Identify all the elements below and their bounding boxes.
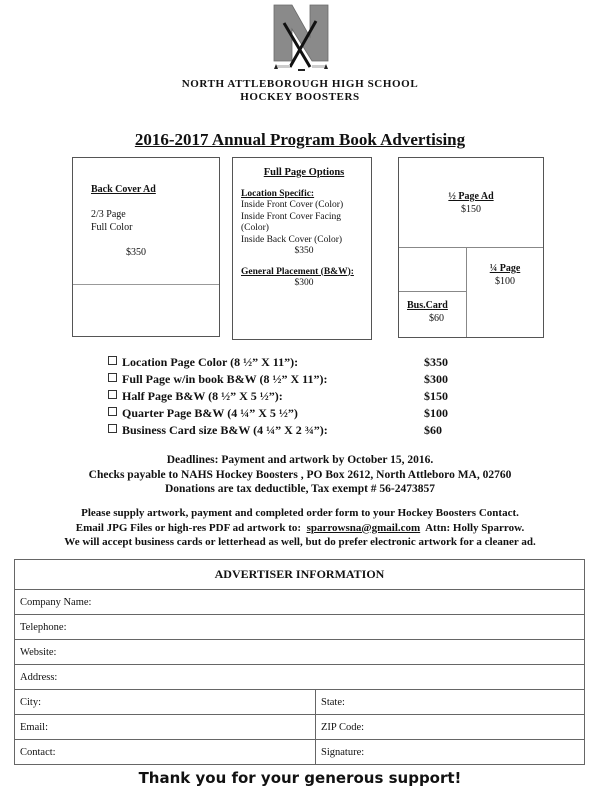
general-placement-heading: General Placement (B&W): [241,266,354,277]
price-value: $150 [424,389,448,403]
submission-info [0,506,600,550]
signature-field[interactable]: Signature: [316,740,585,765]
checkbox[interactable] [108,356,117,365]
layout-divider [399,247,543,248]
state-field[interactable]: State: [316,690,585,715]
city-field[interactable]: City: [15,690,316,715]
zip-code-field[interactable]: ZIP Code: [316,715,585,740]
location-specific-heading: Location Specific: [241,188,315,199]
layout-divider [466,247,467,337]
address-field[interactable]: Address: [15,665,585,690]
half-page-price: $150 [461,204,481,215]
layout-divider [399,291,466,292]
email-prefix: Email JPG Files or high-res PDF ad artwork to: [75,521,307,534]
page-title: 2016-2017 Annual Program Book Advertising [134,130,466,149]
school-name-line2: HOCKEY BOOSTERS [240,91,360,103]
price-row [108,405,488,422]
back-cover-size: 2/3 Page [91,209,126,220]
price-label: Business Card size B&W (4 ¼” X 2 ¾”): [122,423,328,437]
school-name-line1: NORTH ATTLEBOROUGH HIGH SCHOOL [181,78,419,90]
accept-text: We will accept business cards or letterhead as well, but do prefer electronic artwork for a cleaner ad. [64,536,536,548]
checks-payable-text: Checks payable to NAHS Hockey Boosters , PO Box 2612, North Attleboro MA, 02760 [88,468,512,481]
back-cover-color: Full Color [91,222,133,233]
contact-field[interactable]: Contact: [15,740,316,765]
quarter-page-price: $100 [495,276,515,287]
checkbox[interactable] [108,424,117,433]
thank-you-message: Thank you for your generous support! [138,769,462,787]
website-field[interactable]: Website: [15,640,585,665]
back-cover-divider [73,284,219,285]
price-label: Full Page w/in book B&W (8 ½” X 11”): [122,372,328,386]
form-heading: ADVERTISER INFORMATION [15,560,585,590]
price-label: Half Page B&W (8 ½” X 5 ½”): [122,389,283,403]
checkbox[interactable] [108,373,117,382]
deadline-info [0,453,600,497]
company-name-field[interactable]: Company Name: [15,590,585,615]
hockey-n-logo-icon [270,3,332,73]
location-option: Inside Front Cover (Color) [241,200,344,210]
price-row [108,371,488,388]
price-value: $350 [424,355,448,369]
business-card-price: $60 [429,313,444,324]
full-page-options-box [232,157,372,340]
location-option: Inside Back Cover (Color) [241,234,343,245]
business-card-heading: Bus.Card [407,300,448,311]
price-value: $300 [424,372,448,386]
ad-size-layout-box [398,157,544,338]
email-suffix: Attn: Holly Sparrow. [420,521,525,534]
supply-text: Please supply artwork, payment and completed order form to your Hockey Boosters Contact. [81,507,519,519]
full-page-heading: Full Page Options [263,167,345,178]
location-option: (Color) [241,223,269,233]
price-row [108,422,488,439]
telephone-field[interactable]: Telephone: [15,615,585,640]
email-line [0,521,600,536]
school-name [0,78,600,104]
general-placement-price: $300 [294,278,314,288]
checkbox[interactable] [108,407,117,416]
half-page-heading: ½ Page Ad [448,191,494,202]
back-cover-price: $350 [126,247,146,258]
tax-text: Donations are tax deductible, Tax exempt # 56-2473857 [164,483,436,495]
email-field[interactable]: Email: [15,715,316,740]
location-price: $350 [294,246,314,256]
checkbox[interactable] [108,390,117,399]
price-value: $100 [424,406,448,420]
price-row [108,388,488,405]
price-label: Quarter Page B&W (4 ¼” X 5 ½”) [122,406,298,420]
back-cover-heading: Back Cover Ad [91,184,156,195]
price-value: $60 [424,423,442,437]
quarter-page-heading: ¼ Page [489,263,521,274]
email-link[interactable]: sparrowsna@gmail.com [306,521,421,534]
price-row [108,354,488,371]
price-list [108,354,488,439]
back-cover-ad-box [72,157,220,337]
price-label: Location Page Color (8 ½” X 11”): [122,355,299,369]
deadline-text: Deadlines: Payment and artwork by October 15, 2016. [166,454,434,466]
advertiser-info-form [14,559,585,765]
location-option: Inside Front Cover Facing [241,211,342,222]
